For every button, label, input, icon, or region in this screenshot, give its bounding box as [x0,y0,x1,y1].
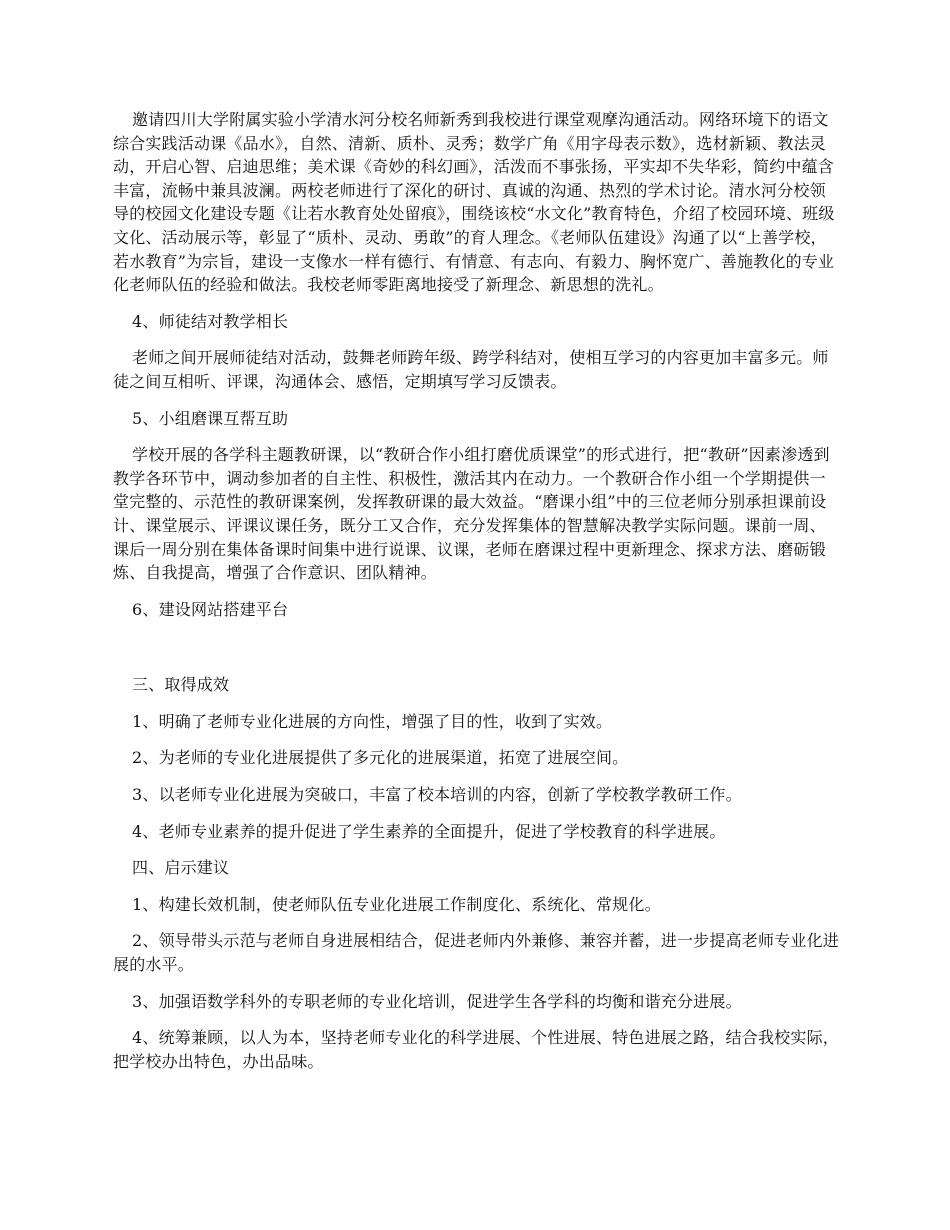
paragraph-exchange-activity: 邀请四川大学附属实验小学清水河分校名师新秀到我校进行课堂观摩沟通活动。网络环境下的语文综合实践活动课《品水》，自然、清新、质朴、灵秀；数学广角《用字母表示数》，选材新颖、教法灵动，开启心智、启迪思维；美术课《奇妙的科幻画》，活泼而不事张扬，平实却不失华彩，简约中蕴含丰富，流畅中兼具波澜。两校老师进行了深化的研讨、真诚的沟通、热烈的学术讨论。清水河分校领导的校园文化建设专题《让若水教育处处留痕》，围绕该校“水文化”教育特色，介绍了校园环境、班级文化、活动展示等，彰显了“质朴、灵动、勇敢”的育人理念。《老师队伍建设》沟通了以“上善学校，若水教育”为宗旨，建设一支像水一样有德行、有情意、有志向、有毅力、胸怀宽广、善施教化的专业化老师队伍的经验和做法。我校老师零距离地接受了新理念、新思想的洗礼。 [113,110,835,295]
paragraph-mentor-pairing: 老师之间开展师徒结对活动，鼓舞老师跨年级、跨学科结对，使相互学习的内容更加丰富多元。师徒之间互相听、评课，沟通体会、感悟，定期填写学习反馈表。 [113,348,829,391]
suggestion-item-4: 4、统筹兼顾，以人为本，坚持老师专业化的科学进展、个性进展、特色进展之路，结合我校实际，把学校办出特色，办出品味。 [113,1028,839,1071]
suggestion-item-1: 1、构建长效机制，使老师队伍专业化进展工作制度化、系统化、常规化。 [132,894,661,914]
result-item-1: 1、明确了老师专业化进展的方向性，增强了目的性，收到了实效。 [132,711,613,731]
result-item-2: 2、为老师的专业化进展提供了多元化的进展渠道，拓宽了进展空间。 [132,748,629,768]
heading-website-platform: 6、建设网站搭建平台 [132,599,289,619]
document-page [113,108,841,1073]
result-item-4: 4、老师专业素养的提升促进了学生素养的全面提升，促进了学校教育的科学进展。 [132,821,726,841]
heading-suggestions: 四、启示建议 [132,858,230,878]
suggestion-item-2: 2、领导带头示范与老师自身进展相结合，促进老师内外兼修、兼容并蓄，进一步提高老师专业化进展的水平。 [113,931,839,975]
heading-results: 三、取得成效 [132,675,230,695]
suggestion-item-3: 3、加强语数学科外的专职老师的专业化培训，促进学生各学科的均衡和谐充分进展。 [132,991,742,1011]
heading-group-lesson-polishing: 5、小组磨课互帮互助 [132,408,289,428]
paragraph-group-lesson-polishing: 学校开展的各学科主题教研课，以“教研合作小组打磨优质课堂”的形式进行，把“教研”因素渗透到教学各环节中，调动参加者的自主性、积极性，激活其内在动力。一个教研合作小组一个学期提供一堂完整的、示范性的教研课案例，发挥教研课的最大效益。“磨课小组”中的三位老师分别承担课前设计、课堂展示、评课议课任务，既分工又合作，充分发挥集体的智慧解决教学实际问题。课前一周、课后一周分别在集体备课时间集中进行说课、议课，老师在磨课过程中更新理念、探求方法、磨砺锻炼、自我提高，增强了合作意识、团队精神。 [113,445,830,583]
heading-mentor-pairing: 4、师徒结对教学相长 [132,311,289,331]
result-item-3: 3、以老师专业化进展为突破口，丰富了校本培训的内容，创新了学校教学教研工作。 [132,785,742,805]
